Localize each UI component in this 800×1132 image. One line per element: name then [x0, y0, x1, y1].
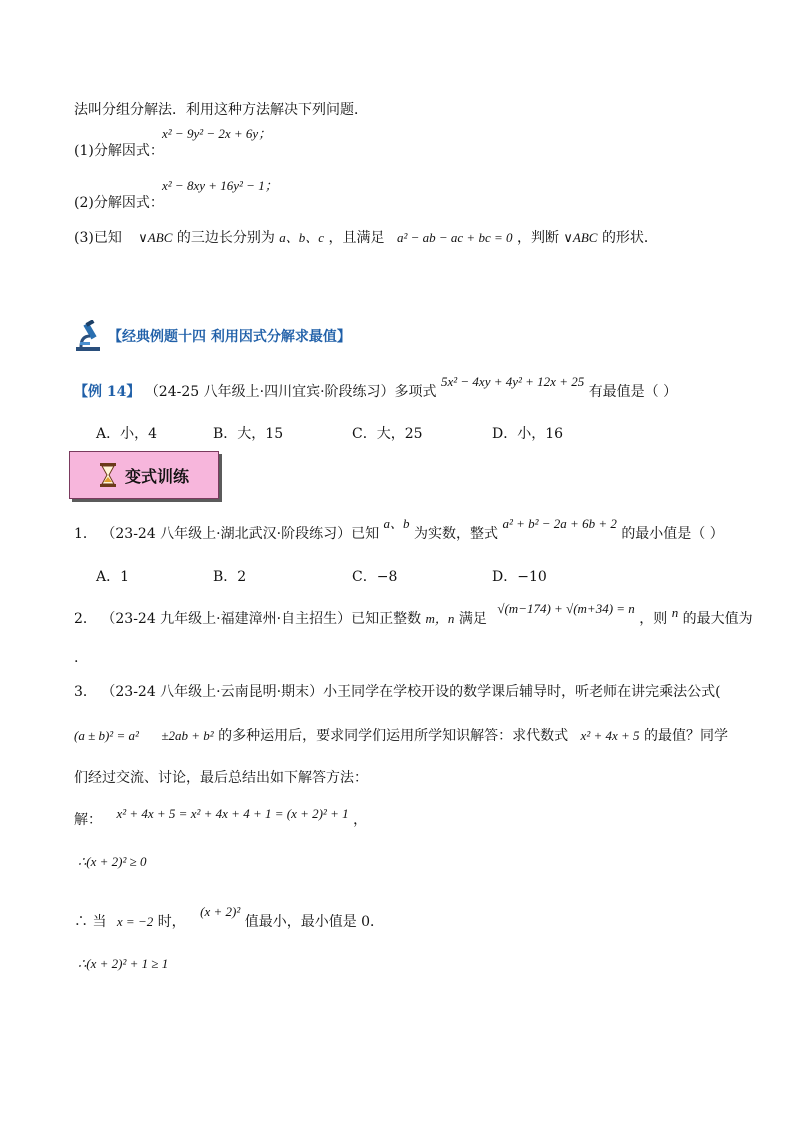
- p2-blank: .: [74, 650, 79, 666]
- q2-label: (2)分解因式：: [74, 195, 164, 211]
- q3-part4: ，判断: [516, 230, 559, 246]
- q3-triangle: ∨ABC: [138, 230, 173, 245]
- p1-option-d: D．−10: [492, 569, 547, 585]
- p1-option-c: C．−8: [352, 569, 398, 585]
- hourglass-icon: [99, 462, 117, 488]
- example-tail: 有最值是（ ）: [588, 384, 678, 400]
- p3-line-3: 们经过交流、讨论，最后总结出如下解答方法：: [74, 770, 368, 786]
- p2-vars: m，n: [425, 611, 455, 626]
- p2-var-n: n: [671, 605, 679, 620]
- p1-option-b: B．2: [213, 569, 247, 585]
- p2-text-b: 满足: [458, 611, 487, 627]
- p3-step-2: [74, 904, 385, 932]
- q1-label: (1)分解因式：: [74, 143, 164, 159]
- p1-expression: a² + b² − 2a + 6b + 2: [502, 516, 617, 531]
- p3-line-2: [74, 726, 728, 746]
- p3-line-1: [74, 682, 721, 702]
- p1-text-c: 的最小值是（ ）: [621, 526, 724, 542]
- p3-step2-b: 时，: [157, 914, 186, 930]
- q3-line: [74, 228, 658, 248]
- drill-label: 变式训练: [124, 466, 189, 486]
- p1-text-b: 为实数，整式: [414, 526, 499, 542]
- q3-part3: ，且满足: [328, 230, 385, 246]
- example-option-d: D．小，16: [492, 426, 564, 442]
- p3-line1: （23-24 八年级上·云南昆明·期末）小王同学在学校开设的数学课后辅导时，听老师在讲完乘法公式(: [101, 684, 721, 700]
- p3-solution-label: 解：: [74, 812, 102, 828]
- q2-expression: x² − 8xy + 16y² − 1；: [162, 178, 278, 193]
- p3-formula: (a ± b)² = a²: [74, 728, 139, 743]
- p3-formula-2: ±2ab + b²: [161, 728, 214, 743]
- intro-text: 法叫分组分解法．利用这种方法解决下列问题．: [74, 102, 368, 118]
- p2-expression: √(m−174) + √(m+34) = n: [497, 601, 635, 616]
- p1-line: [74, 516, 724, 544]
- example-option-c: C．大，25: [352, 426, 423, 442]
- p2-text-a: （23-24 九年级上·福建漳州·自主招生）已知正整数: [101, 611, 422, 627]
- p3-line2-expression: x² + 4x + 5: [580, 728, 640, 743]
- example-source: （24-25 八年级上·四川宜宾·阶段练习）多项式: [144, 384, 437, 400]
- example-tag: 【例 14】: [74, 384, 141, 400]
- p3-step2-y: (x + 2)²: [200, 904, 241, 919]
- section-title: 【经典例题十四 利用因式分解求最值】: [108, 329, 351, 345]
- q3-condition: a² − ab − ac + bc = 0: [396, 230, 513, 245]
- p3-solution-expression: x² + 4x + 5 = x² + 4x + 4 + 1 = (x + 2)² + 1: [116, 806, 349, 821]
- example-option-b: B．大，15: [213, 426, 284, 442]
- example-expression: 5x² − 4xy + 4y² + 12x + 25: [440, 374, 585, 389]
- p1-number: 1．: [74, 526, 97, 542]
- q3-part1: (3)已知: [74, 230, 122, 246]
- q3-vars: a、b、c: [279, 230, 325, 245]
- p3-step2-x: x = −2: [116, 914, 154, 929]
- p3-solution-comma: ，: [353, 812, 368, 828]
- p3-line2b: 的最值？同学: [643, 728, 728, 744]
- q3-triangle-2: ∨ABC: [563, 230, 598, 245]
- q3-part2: 的三边长分别为: [176, 230, 275, 246]
- q3-part5: 的形状．: [601, 230, 658, 246]
- p3-line2a: 的多种运用后，要求同学们运用所学知识解答：求代数式: [218, 728, 569, 744]
- p3-step2-c: 值最小，最小值是 0．: [244, 914, 385, 930]
- p1-option-a: A．1: [96, 569, 130, 585]
- p2-line: [74, 601, 753, 629]
- section-header: [74, 316, 351, 356]
- microscope-icon: [74, 320, 102, 352]
- drill-banner: [69, 451, 219, 499]
- p2-number: 2．: [74, 611, 97, 627]
- p3-step-3: ∴(x + 2)² + 1 ≥ 1: [78, 956, 169, 971]
- example-line: [74, 374, 678, 402]
- p2-text-d: 的最大值为: [682, 611, 753, 627]
- example-option-a: A．小，4: [96, 426, 158, 442]
- p1-text-a: （23-24 八年级上·湖北武汉·阶段练习）已知: [101, 526, 380, 542]
- p1-vars: a、b: [383, 516, 410, 531]
- p3-step2-a: ∴ 当: [74, 914, 107, 930]
- p3-solution-line: [74, 806, 368, 830]
- p2-text-c: ，则: [639, 611, 668, 627]
- q1-expression: x² − 9y² − 2x + 6y；: [162, 126, 272, 141]
- p3-number: 3．: [74, 684, 97, 700]
- p3-step-1: ∴(x + 2)² ≥ 0: [78, 854, 147, 869]
